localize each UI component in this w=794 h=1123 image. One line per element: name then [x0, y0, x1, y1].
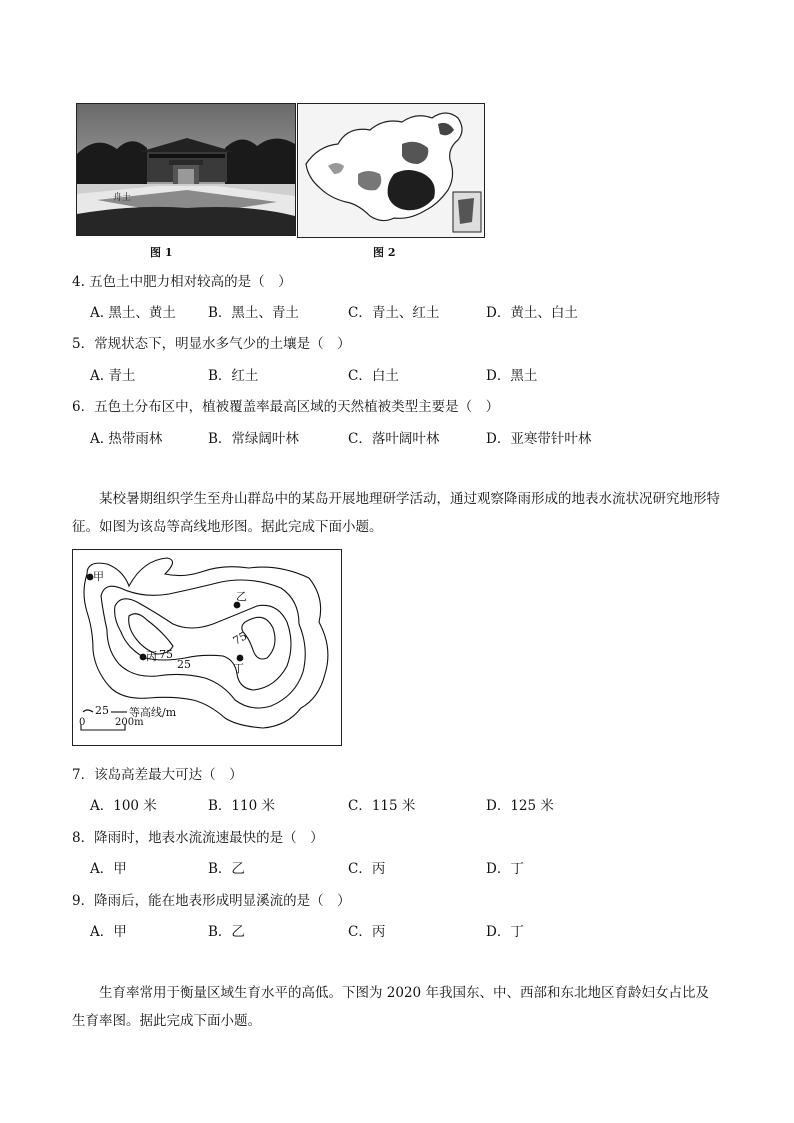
- figure-2-map: [297, 103, 485, 238]
- scale-value: 200m: [115, 717, 144, 728]
- china-map-illustration: [298, 104, 484, 237]
- option-c[interactable]: C．落叶阔叶林: [348, 431, 440, 447]
- question-4-options: [90, 301, 710, 321]
- question-4-stem: 4. 五色土中肥力相对较高的是（ ）: [72, 274, 292, 290]
- option-d[interactable]: D．丁: [486, 924, 524, 940]
- question-8-options: [90, 857, 710, 877]
- option-b[interactable]: B．乙: [208, 924, 245, 940]
- contour-label-75-right: 75: [230, 629, 250, 648]
- option-c[interactable]: C．丙: [348, 924, 386, 940]
- option-d[interactable]: D．黑土: [486, 368, 538, 384]
- question-8-stem: 8．降雨时，地表水流流速最快的是（ ）: [72, 830, 324, 846]
- option-c[interactable]: C．青土、红土: [348, 305, 440, 321]
- option-d[interactable]: D．125 米: [486, 798, 554, 814]
- point-jia-label: 甲: [93, 570, 104, 583]
- option-c[interactable]: C．115 米: [348, 798, 416, 814]
- legend-contour-text: 等高线/m: [129, 706, 177, 719]
- option-a[interactable]: A．甲: [90, 924, 127, 940]
- option-a[interactable]: A. 热带雨林: [90, 431, 163, 447]
- figure-1-caption: 图 1: [150, 246, 173, 259]
- passage-island: 某校暑期组织学生至舟山群岛中的某岛开展地理研学活动，通过观察降雨形成的地表水流状况研究地形特征。如图为该岛等高线地形图。据此完成下面小题。: [72, 491, 720, 535]
- option-a[interactable]: A. 黑土、黄土: [90, 305, 176, 321]
- option-b[interactable]: B．常绿阔叶林: [208, 431, 299, 447]
- scale-zero: 0: [79, 717, 86, 728]
- point-yi-label: 乙: [236, 590, 247, 603]
- question-6-options: [90, 427, 710, 447]
- figure-1-photo: [76, 103, 296, 236]
- question-9-options: [90, 920, 710, 940]
- option-a[interactable]: A．甲: [90, 861, 127, 877]
- option-b[interactable]: B．乙: [208, 861, 245, 877]
- option-a[interactable]: A. 青土: [90, 368, 136, 384]
- option-b[interactable]: B．110 米: [208, 798, 275, 814]
- option-d[interactable]: D．亚寒带针叶林: [486, 431, 592, 447]
- option-c[interactable]: C．丙: [348, 861, 386, 877]
- passage-fertility: 生育率常用于衡量区域生育水平的高低。下图为 2020 年我国东、中、西部和东北地区育龄妇女占比及生育率图。据此完成下面小题。: [72, 985, 709, 1029]
- option-b[interactable]: B．黑土、青土: [208, 305, 299, 321]
- question-6-stem: 6．五色土分布区中，植被覆盖率最高区域的天然植被类型主要是（ ）: [72, 399, 500, 415]
- question-5-options: [90, 364, 710, 384]
- question-9-stem: 9．降雨后，能在地表形成明显溪流的是（ ）: [72, 893, 351, 909]
- point-ding-label: 丁: [233, 662, 244, 675]
- option-d[interactable]: D．黄土、白土: [486, 305, 578, 321]
- contour-label-25: 25: [177, 658, 191, 671]
- option-a[interactable]: A．100 米: [90, 798, 157, 814]
- question-7-options: [90, 794, 710, 814]
- figure-2-caption: 图 2: [373, 246, 396, 259]
- question-5-stem: 5．常规状态下，明显水多气少的土壤是（ ）: [72, 336, 351, 352]
- contour-map-drawing: [73, 550, 341, 745]
- question-7-stem: 7．该岛高差最大可达（ ）: [72, 767, 243, 783]
- option-d[interactable]: D．丁: [486, 861, 524, 877]
- option-c[interactable]: C．白土: [348, 368, 399, 384]
- option-b[interactable]: B．红土: [208, 368, 259, 384]
- point-bing-label: 丙: [146, 650, 157, 663]
- legend-contour-value: 25: [95, 704, 109, 717]
- contour-map: [72, 549, 342, 746]
- figure-1-label: 舟土: [113, 193, 132, 203]
- contour-label-75-left: 75: [159, 648, 173, 661]
- altar-photo-illustration: [77, 104, 295, 235]
